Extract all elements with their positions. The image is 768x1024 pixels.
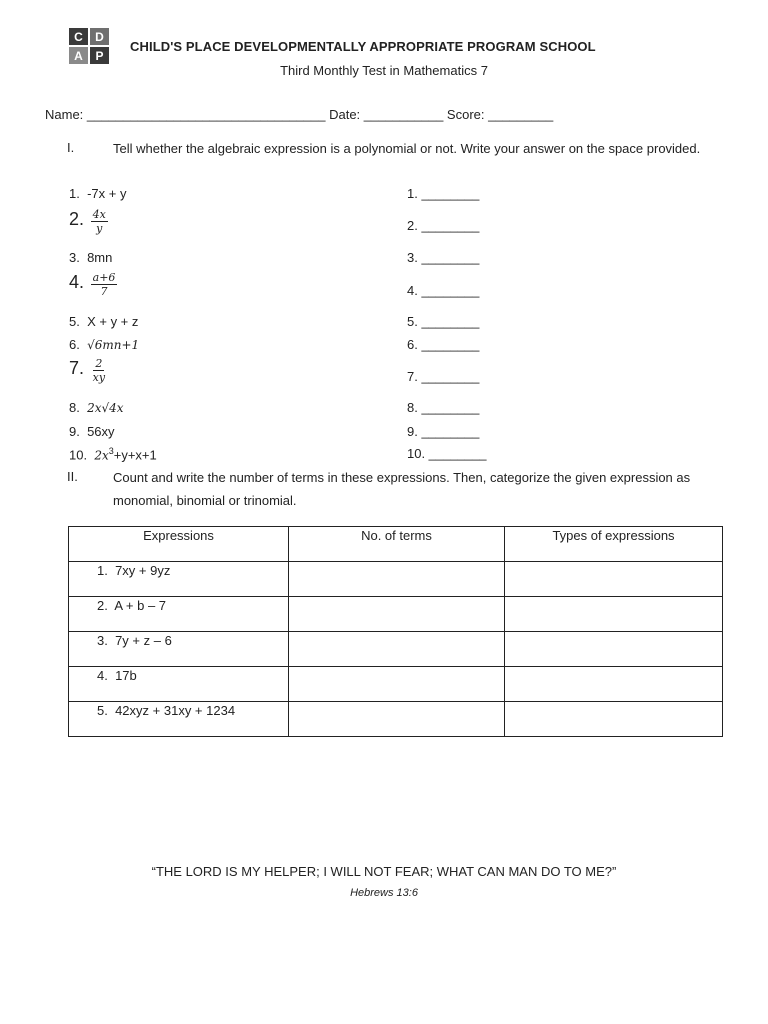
expression-rest: +y+x+1 <box>113 447 157 463</box>
svg-text:A: A <box>74 49 83 63</box>
row-expression: 7y + z – 6 <box>115 633 172 648</box>
answer-blank-2[interactable]: 2. ________ <box>407 218 480 233</box>
expression-cell <box>69 667 289 702</box>
section-2-instruction: Count and write the number of terms in these expressions. Then, categorize the given expression as monomial, binomial or trinomial. <box>113 470 691 508</box>
type-cell[interactable] <box>505 632 723 667</box>
item-number: 4. <box>69 271 85 292</box>
no-of-terms-cell[interactable] <box>289 667 505 702</box>
bible-reference: Hebrews 13:6 <box>350 887 418 899</box>
denominator: xy <box>92 371 106 384</box>
item-expression: 8mn <box>87 250 113 265</box>
type-cell[interactable] <box>505 702 723 737</box>
answer-blank-8[interactable]: 8. ________ <box>407 400 480 415</box>
fraction <box>91 208 108 235</box>
row-expression: 42xyz + 31xy + 1234 <box>115 703 236 718</box>
expressions-table <box>68 526 723 737</box>
svg-text:D: D <box>95 30 104 44</box>
item-number: 7. <box>69 357 85 378</box>
test-title: Third Monthly Test in Mathematics 7 <box>280 63 488 78</box>
numerator: 4x <box>92 208 106 221</box>
table-row <box>69 632 723 667</box>
answer-blank-5[interactable]: 5. ________ <box>407 314 480 329</box>
table-header-row <box>69 527 723 562</box>
expression-cell <box>69 632 289 667</box>
answer-blank-1[interactable]: 1. ________ <box>407 186 480 201</box>
item-5 <box>69 314 138 329</box>
item-10 <box>69 446 157 462</box>
item-4 <box>69 271 117 298</box>
row-expression: 7xy + 9yz <box>115 563 171 578</box>
row-number: 1. <box>97 563 108 578</box>
row-number: 3. <box>97 633 108 648</box>
row-number: 2. <box>97 598 108 613</box>
table-row <box>69 702 723 737</box>
item-number: 6. <box>69 337 80 352</box>
expression-cell <box>69 597 289 632</box>
item-6 <box>69 337 139 352</box>
column-header-no-of-terms: No. of terms <box>289 527 505 562</box>
section-1-numeral: I. <box>67 140 75 155</box>
item-number: 8. <box>69 400 80 415</box>
answer-blank-4[interactable]: 4. ________ <box>407 283 480 298</box>
denominator: y <box>96 222 103 235</box>
item-expression: -7x + y <box>87 186 127 201</box>
row-number: 4. <box>97 668 108 683</box>
item-number: 5. <box>69 314 80 329</box>
no-of-terms-cell[interactable] <box>289 597 505 632</box>
fraction <box>91 271 118 298</box>
item-7 <box>69 357 107 384</box>
item-number: 3. <box>69 250 80 265</box>
answer-blank-3[interactable]: 3. ________ <box>407 250 480 265</box>
item-2 <box>69 208 108 235</box>
item-number: 10. <box>69 447 88 463</box>
item-1 <box>69 186 126 201</box>
fraction <box>91 357 107 384</box>
item-expression: √6mn+1 <box>87 338 140 352</box>
no-of-terms-cell[interactable] <box>289 702 505 737</box>
table-row <box>69 597 723 632</box>
item-expression: 56xy <box>87 424 115 439</box>
no-of-terms-cell[interactable] <box>289 562 505 597</box>
svg-text:P: P <box>95 49 104 63</box>
type-cell[interactable] <box>505 667 723 702</box>
school-logo <box>69 28 109 64</box>
answer-blank-7[interactable]: 7. ________ <box>407 369 480 384</box>
item-9 <box>69 424 115 439</box>
item-number: 1. <box>69 186 80 201</box>
numerator: 2 <box>95 357 103 370</box>
expression-base: 2x <box>94 448 109 463</box>
exponent: 3 <box>108 446 114 456</box>
column-header-types: Types of expressions <box>505 527 723 562</box>
type-cell[interactable] <box>505 562 723 597</box>
row-expression: A + b – 7 <box>114 598 167 613</box>
name-date-score-line[interactable]: Name: _________________________________ Date: ___________ Score: _________ <box>45 107 554 122</box>
answer-blank-9[interactable]: 9. ________ <box>407 424 480 439</box>
table-row <box>69 562 723 597</box>
bible-quote: “THE LORD IS MY HELPER; I WILL NOT FEAR; WHAT CAN MAN DO TO ME?” <box>151 864 617 879</box>
row-number: 5. <box>97 703 108 718</box>
answer-blank-6[interactable]: 6. ________ <box>407 337 480 352</box>
table-row <box>69 667 723 702</box>
no-of-terms-cell[interactable] <box>289 632 505 667</box>
expression-cell <box>69 702 289 737</box>
type-cell[interactable] <box>505 597 723 632</box>
numerator: a+6 <box>92 271 116 284</box>
denominator: 7 <box>100 285 108 298</box>
answer-blank-10[interactable]: 10. ________ <box>407 446 487 461</box>
column-header-expressions: Expressions <box>69 527 289 562</box>
item-expression: 2x√4x <box>87 401 124 415</box>
expression-cell <box>69 562 289 597</box>
section-1-instruction: Tell whether the algebraic expression is a polynomial or not. Write your answer on the space provided. <box>113 141 701 156</box>
school-name: CHILD'S PLACE DEVELOPMENTALLY APPROPRIATE PROGRAM SCHOOL <box>130 39 596 54</box>
row-expression: 17b <box>115 668 137 683</box>
item-3 <box>69 250 112 265</box>
item-number: 9. <box>69 424 80 439</box>
section-2-numeral: II. <box>67 469 78 484</box>
svg-text:C: C <box>74 30 83 44</box>
item-number: 2. <box>69 208 85 229</box>
item-8 <box>69 400 124 415</box>
item-expression: X + y + z <box>87 314 139 329</box>
